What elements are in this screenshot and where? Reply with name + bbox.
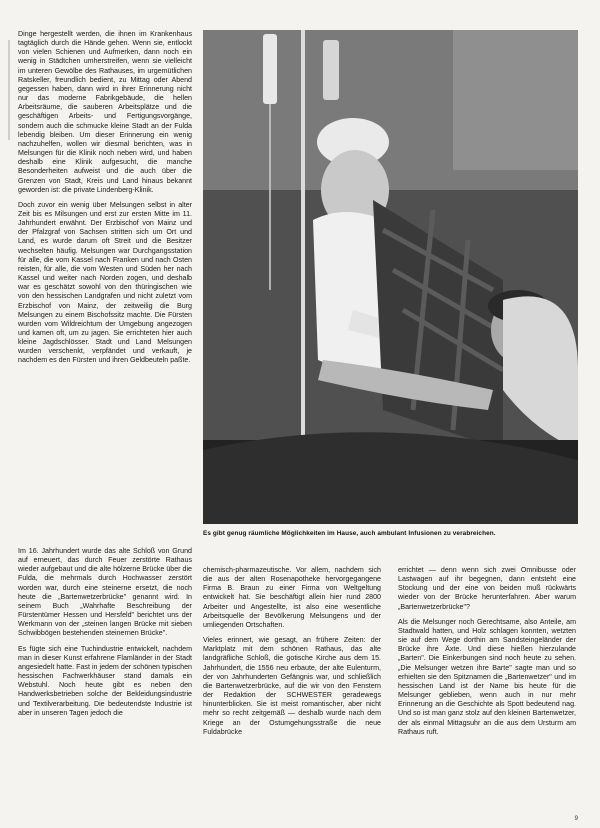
left-column-top: [18, 30, 192, 550]
paragraph: Doch zuvor ein wenig über Melsungen selbst in alter Zeit bis es Milsungen und erst zur ersten Mitte im 11. Jahrhundert erwähnt. Der Erzbischof von Mainz und der Pfalzgraf von Sachsen stritten sich um Ort und Land, es wurde darum oft Streit und die Besitzer wechselten häufig. Melsungen war Durchgangsstation für alle, die vom Kassel nach Franken und nach Osten reisten, für alle, die vom Westen und Süden her nach Kassel und weiter nach Norden zogen, und deshalb war es geschätzt sowohl von den thüringischen wie von den hessischen Landgrafen und nicht zuletzt vom Erzbischof von Mainz, der zeitweilig die Burg Melsungen zu einem Bischofssitz machte. Die Fürsten wurden vom Wildreichtum der Umgebung angezogen und kamen oft, um zu jagen. Sie errichteten hier auch kleine Jagdschlösser. Stadt und Land Melsungen wurden verschenkt, verpfändet und verkauft, je nachdem es den Fürsten und ihren Geldbeuteln paßte.: [18, 200, 192, 365]
middle-column: [203, 566, 381, 822]
photo-illustration: [203, 30, 578, 524]
photo-caption: Es gibt genug räumliche Möglichkeiten im Hause, auch ambulant Infusionen zu verabreichen.: [203, 530, 496, 537]
paragraph: Vieles erinnert, wie gesagt, an frühere Zeiten: der Marktplatz mit dem schönen Rathaus, das alte landgräfliche Schloß, die gotische Kirche aus dem 15. Jahrhundert, die 1556 neu erbaute, der alte Eulenturm, der von Jahrhunderten Gefängnis war, und schließlich die Bartenwetzerbrücke, auf die wir von den Fenstern der Redaktion der SCHWESTER geradewegs hinunterblicken. Sie ist meist romantischer, aber nicht mehr so recht zeitgemäß — deshalb wurde nach dem Kriege an der Ostumgehungsstraße die neue Fuldabrücke: [203, 636, 381, 736]
paragraph: chemisch-pharmazeutische. Vor allem, nachdem sich die aus der alten Rosenapotheke hervorgegangene Firma B. Braun zu einer Firma von Weltgeltung entwickelt hat. Sie beschäftigt allein hier rund 2800 Arbeiter und Angestellte, ist also eine wesentliche Arbeitsquelle der Bevölkerung Melsungens und der umliegenden Ortschaften.: [203, 566, 381, 629]
left-column-bottom: [18, 547, 192, 822]
right-column: [398, 566, 576, 822]
scan-edge-mark: [8, 40, 10, 140]
paragraph: Dinge hergestellt werden, die ihnen im Krankenhaus tagtäglich durch die Hände gehen. Wenn sie, entlockt von vielen Schienen und Aufmerken, dann noch ein wenig in Städtchen umherstreifen, wenn sie vielleicht im unteren Gewölbe des Rathauses, im urgemütlichen Ratskeller, freundlich bedient, zu Mittag oder Abend gegessen haben, dann wird in ihrer Erinnerung nicht nur das moderne Fabrikgebäude, die hellen Arbeitsräume, die sauberen Arbeitsplätze und die geschäftigen Arbeits- und Fertigungsvorgänge, sondern auch die schmucke kleine Stadt an der Fulda lebendig bleiben. Um dieser Erinnerung ein wenig nachzuhelfen, wollen wir diesmal berichten, was in Melsungen für die Klinik noch neben wird, und haben deshalb eine Klinik aufgesucht, die manche Besonderheiten aufweist und die auch über die Grenzen von Stadt, Kreis und Land hinaus bekannt geworden ist: die private Lindenberg-Klinik.: [18, 30, 192, 194]
paragraph: Im 16. Jahrhundert wurde das alte Schloß von Grund auf erneuert, das durch Feuer zerstörte Rathaus wieder aufgebaut und die alte hölzerne Brücke über die Fulda, die mehrmals durch Hochwasser zerstört worden war, durch eine steinerne ersetzt, die noch heute die „Bartenwetzerbrücke" genannt wird. In seinem Buch „Wahrhafte Beschreibung der Fürstentümer Hessen und Hersfeld" berichtet uns der Werkmann von der „steinen langen Brücke mit sieben Schwibbögen bestehenden steinernen Brücke".: [18, 547, 192, 638]
paragraph: Als die Melsunger noch Gerechtsame, also Anteile, am Stadtwald hatten, und Holz schlagen konnten, wetzten sie auf dem Wege dorthin am Sandsteingeländer der Brücke ihre Äxte. Und diese hießen hierzulande „Barten". Die Einkerbungen sind noch heute zu sehen. „Die Melsunger wetzen ihre Barte" sagte man und so erhielten sie den Spitznamen die „Bartenwetzer" und im hessischen Land ist der Name bis heute für die Melsunger geblieben, wenn auch in nur mehr Erinnerung an die Geschichte als Spott bedeutend nag. Und so ist man ganz stolz auf den kleinen Bartenwetzer, der als einmal Mittagsuhr an die aus dem Ursturm am Rathaus ruft.: [398, 617, 576, 736]
paragraph: errichtet — denn wenn sich zwei Omnibusse oder Lastwagen auf ihr begegnen, dann entsteht eine Stockung und der eine von beiden muß rückwärts wieder von der Brücke herunterfahren. Aber warum „Bartenwetzerbrücke"?: [398, 566, 576, 611]
hospital-infusion-photo: [203, 30, 578, 524]
page-number: 9: [574, 816, 578, 822]
paragraph: Es fügte sich eine Tuchindustrie entwickelt, nachdem man in dieser Kunst erfahrene Flamländer in der Stadt angesiedelt hatte. Fast in jedem der schönen typischen hessischen Fachwerkhäuser stand damals ein Webstuhl. Noch heute gibt es neben den Handwerksbetrieben solche der Bekleidungsindustrie und Textilverarbeitung. Die bedeutendste Industrie ist aber in unseren Tagen jedoch die: [18, 644, 192, 717]
